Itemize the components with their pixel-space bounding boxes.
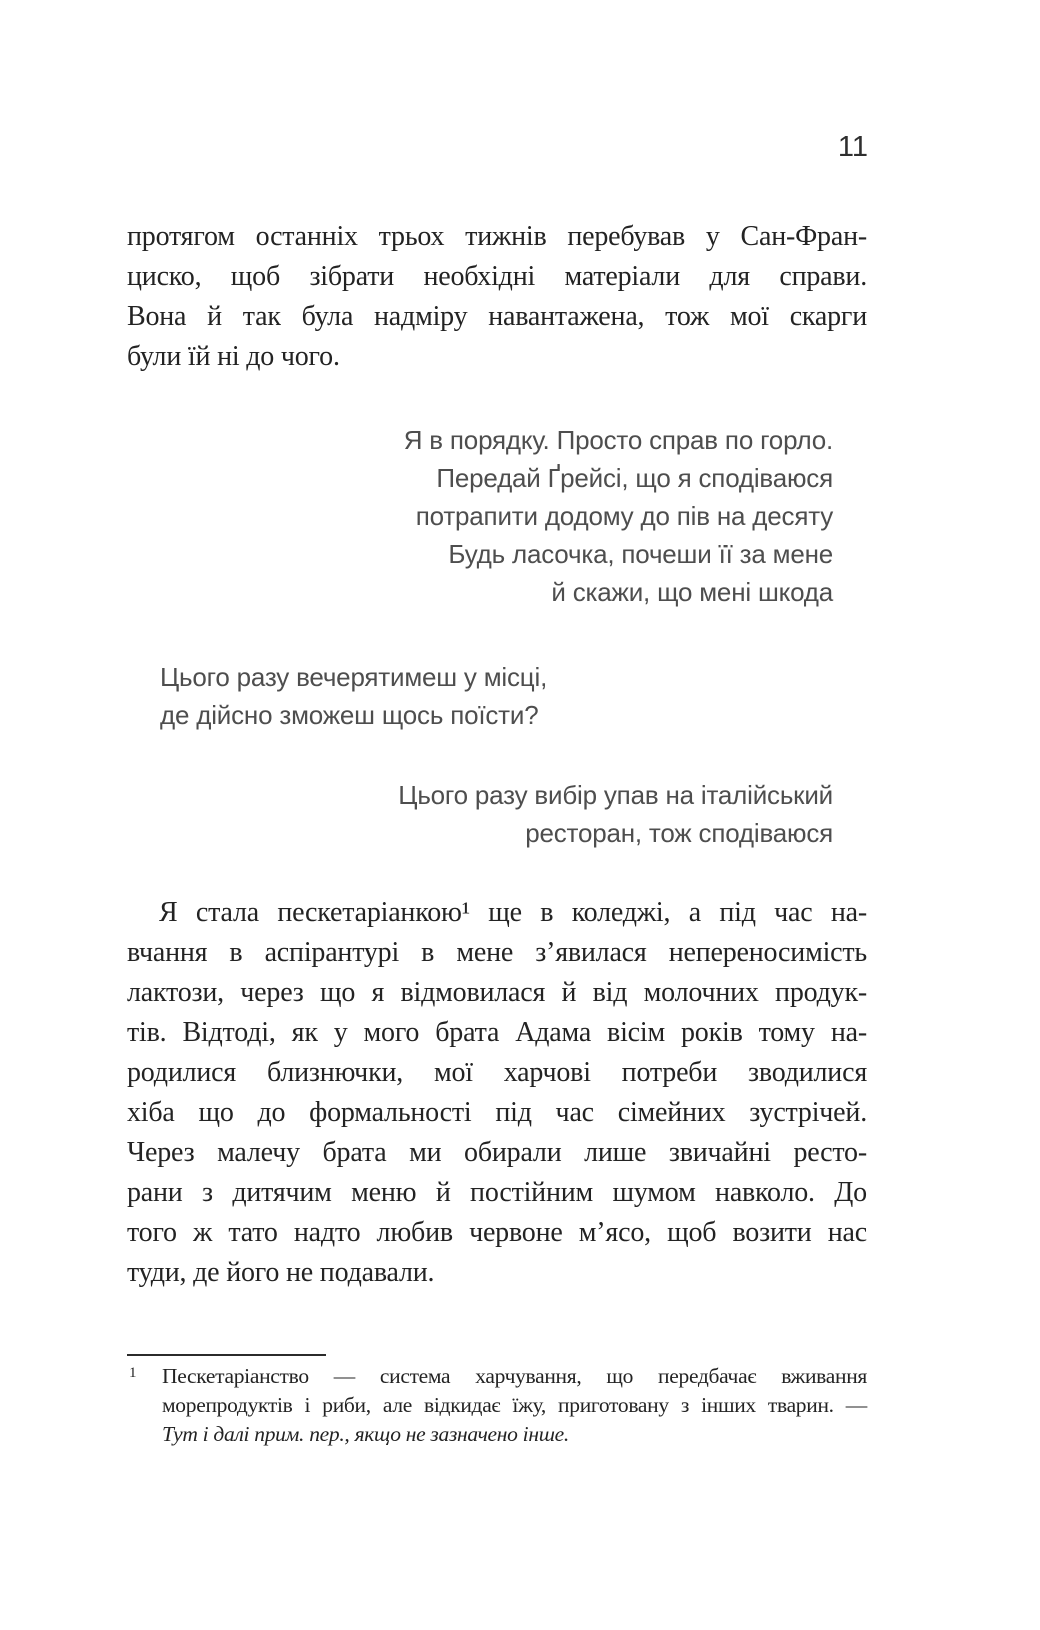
footnote [127, 1362, 867, 1449]
text-line: Передай Ґрейсі, що я сподіваюся [436, 463, 833, 493]
text-line: Пескетаріанство — система харчування, що передбачає вживання [162, 1364, 867, 1388]
text-line: ресторан, тож сподіваюся [525, 818, 833, 848]
footnote-marker: 1 [129, 1365, 137, 1381]
text-line: того ж тато надто любив червоне м’ясо, щоб возити нас [127, 1217, 867, 1248]
text-line: й скажи, що мені шкода [551, 577, 833, 607]
text-line: родилися близнючки, мої харчові потреби зводилися [127, 1057, 867, 1088]
page-number: 11 [837, 131, 868, 163]
text-line: вчання в аспірантурі в мене з’явилася непереносимість [127, 937, 867, 968]
text-line: рани з дитячим меню й постійним шумом навколо. До [127, 1177, 867, 1208]
text-message-incoming [160, 658, 866, 734]
footnote-text [162, 1362, 867, 1449]
text-line: лактози, через що я відмовилася й від молочних продук- [127, 977, 867, 1008]
text-line: Цього разу вечерятимеш у місці, [160, 662, 548, 692]
text-line: протягом останніх трьох тижнів перебував у Сан-Фран- [127, 221, 867, 252]
text-line: Вона й так була надміру навантажена, тож мої скарги [127, 301, 867, 332]
text-line: де дійсно зможеш щось поїсти? [160, 700, 539, 730]
text-line: Тут і далі прим. пер., якщо не зазначено інше. [162, 1422, 569, 1446]
text-line: Я стала пескетаріанкою¹ ще в коледжі, а під час на- [159, 897, 867, 928]
text-line: хіба що до формальності під час сімейних зустрічей. [127, 1097, 867, 1128]
text-message-outgoing-2 [127, 776, 833, 852]
text-line: Будь ласочка, почеши її за мене [448, 539, 833, 569]
text-line: циско, щоб зібрати необхідні матеріали для справи. [127, 261, 867, 292]
text-line: потрапити додому до пів на десяту [415, 501, 833, 531]
text-line: морепродуктів і риби, але відкидає їжу, приготовану з інших тварин. — [162, 1393, 867, 1417]
text-line: були їй ні до чого. [127, 341, 340, 372]
footnote-divider [127, 1354, 326, 1356]
paragraph-main [127, 893, 867, 1293]
text-line: Цього разу вибір упав на італійський [398, 780, 833, 810]
text-line: Я в порядку. Просто справ по горло. [403, 425, 833, 455]
text-line: тів. Відтоді, як у мого брата Адама вісім років тому на- [127, 1017, 867, 1048]
paragraph-continuation [127, 217, 867, 377]
text-message-outgoing-1 [127, 421, 833, 611]
text-line: Через малечу брата ми обирали лише звичайні ресто- [127, 1137, 867, 1168]
text-line: туди, де його не подавали. [127, 1257, 435, 1288]
